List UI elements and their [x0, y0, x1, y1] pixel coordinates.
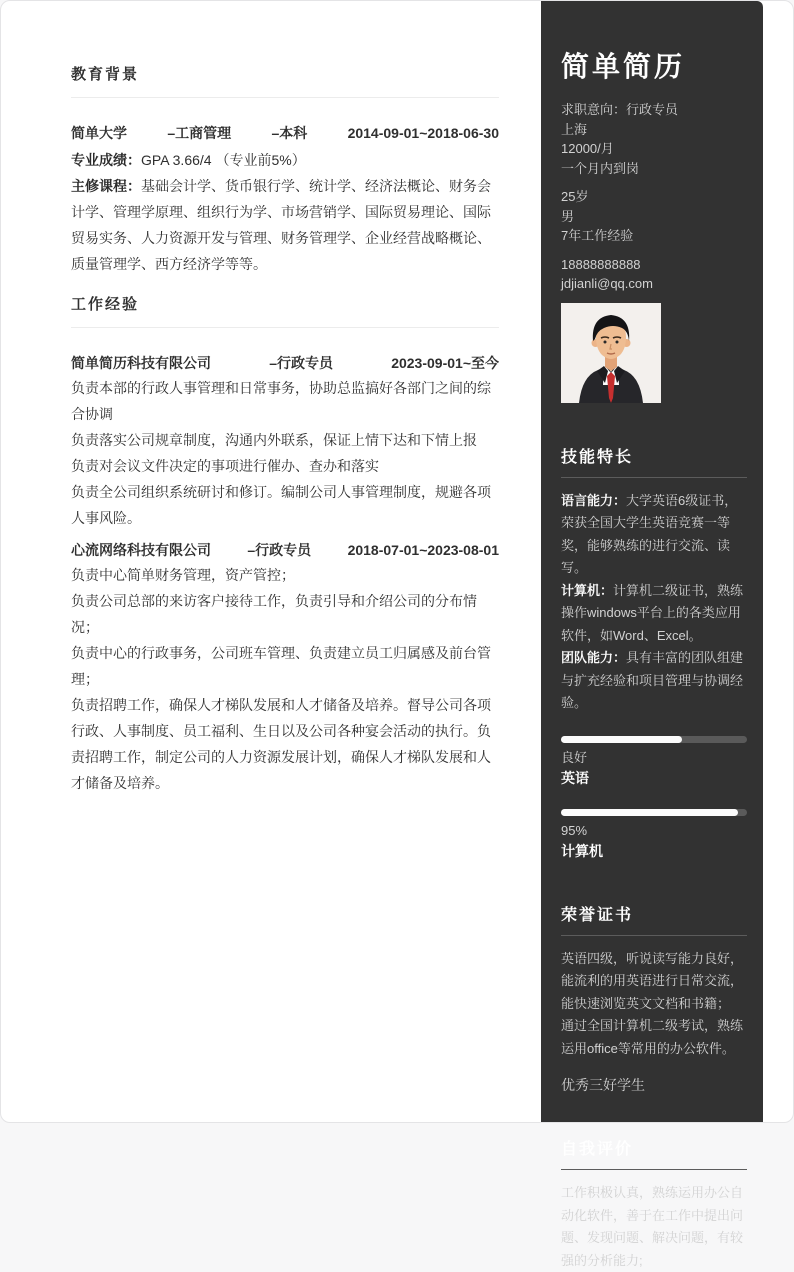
- skills-heading: 技能特长: [561, 448, 634, 466]
- skill-text: 具有丰富的团队组建与扩充经验和项目管理与协调经验。: [561, 650, 744, 710]
- honor-extra: 优秀三好学生: [561, 1077, 645, 1093]
- job-entry: [71, 353, 499, 531]
- education-period: 2014-09-01~2018-06-30: [347, 125, 499, 141]
- honors-section: [561, 902, 747, 1096]
- job-title-row: [71, 353, 499, 373]
- sidebar: [541, 1, 763, 1268]
- courses-line: [71, 173, 499, 277]
- experience-line: 7年工作经验: [561, 228, 634, 243]
- skill-label: 语言能力：: [561, 492, 627, 508]
- degree-name: –本科: [271, 125, 308, 141]
- skill-text: 计算机二级证书，熟练操作windows平台上的各类应用软件，如Word、Excel。: [561, 582, 744, 643]
- gpa-value: GPA 3.66/4 （专业前5%）: [141, 152, 306, 168]
- job-period: 2023-09-01~至今: [391, 355, 499, 371]
- job-intent-value: 行政专员: [626, 102, 679, 117]
- self-evaluation-heading: 自我评价: [561, 1141, 634, 1158]
- company-name: 心流网络科技有限公司: [71, 542, 211, 558]
- contact-group: [561, 255, 747, 294]
- skill-level: 良好: [561, 749, 588, 765]
- sidebar-divider: [561, 477, 747, 478]
- courses-label: 主修课程：: [71, 178, 141, 194]
- education-section: [71, 63, 499, 277]
- skill-text: 大学英语6级证书，荣获全国大学生英语竞赛一等奖，能够熟练的进行交流、读写。: [561, 492, 738, 575]
- job-duty: 负责中心简单财务管理，资产管控；: [71, 567, 295, 583]
- skill-label: 计算机：: [561, 582, 614, 598]
- self-evaluation-section: [561, 1136, 747, 1272]
- work-heading: 工作经验: [71, 296, 140, 313]
- gender-line: 男: [561, 208, 575, 224]
- profile-photo: [561, 303, 661, 403]
- skill-label: 团队能力：: [561, 650, 627, 665]
- skill-item: [561, 647, 747, 715]
- phone-line: 18888888888: [561, 256, 641, 272]
- section-divider: [71, 327, 499, 328]
- job-intent-group: [561, 100, 747, 178]
- main-column: [1, 1, 541, 1122]
- email-line: jdjianli@qq.com: [561, 276, 653, 291]
- section-divider: [71, 97, 499, 98]
- job-intent-label: 求职意向：: [561, 102, 627, 117]
- school-name: 简单大学: [71, 125, 127, 141]
- skill-bar-computer: [561, 809, 747, 861]
- job-duty: 负责本部的行政人事管理和日常事务，协助总监搞好各部门之间的综合协调: [71, 380, 491, 422]
- skill-name: 计算机: [561, 842, 603, 859]
- job-duty: 负责公司总部的来访客户接待工作，负责引导和介绍公司的分布情况；: [71, 593, 477, 635]
- progress-track: [561, 809, 747, 816]
- job-role: –行政专员: [247, 542, 312, 558]
- sidebar-divider: [561, 1169, 747, 1170]
- education-title-row: [71, 123, 499, 143]
- skill-item: [561, 580, 747, 648]
- education-heading: 教育背景: [71, 66, 140, 83]
- skill-item: [561, 490, 747, 580]
- resume-title: 简单简历: [561, 51, 686, 82]
- courses-value: 基础会计学、货币银行学、统计学、经济法概论、财务会计学、管理学原理、组织行为学、市场营销学、国际贸易理论、国际贸易实务、人力资源开发与管理、财务管理学、企业经营战略概论、质量管理学、西方经济学等等。: [71, 178, 491, 272]
- progress-track: [561, 736, 747, 743]
- job-role: –行政专员: [269, 355, 333, 371]
- city-line: 上海: [561, 121, 588, 137]
- job-duty: 负责中心的行政事务，公司班车管理、负责建立员工归属感及前台管理；: [71, 645, 491, 687]
- skill-bar-english: [561, 736, 747, 788]
- self-evaluation-text: 工作积极认真，熟练运用办公自动化软件，善于在工作中提出问题、发现问题、解决问题，有较强的分析能力;: [561, 1185, 744, 1268]
- honor-line: 通过全国计算机二级考试，熟练运用office等常用的办公软件。: [561, 1018, 744, 1056]
- job-duty: 负责落实公司规章制度，沟通内外联系，保证上情下达和下情上报: [71, 432, 477, 448]
- company-name: 简单简历科技有限公司: [71, 355, 211, 371]
- skill-level: 95%: [561, 822, 588, 838]
- job-duty: 负责全公司组织系统研讨和修订。编制公司人事管理制度，规避各项人事风险。: [71, 484, 491, 526]
- job-entry: [71, 540, 499, 796]
- age-line: 25岁: [561, 189, 589, 204]
- gpa-label: 专业成绩：: [71, 152, 141, 168]
- skill-name: 英语: [561, 769, 589, 786]
- availability-line: 一个月内到岗: [561, 160, 640, 176]
- job-duty: 负责对会议文件决定的事项进行催办、查办和落实: [71, 458, 379, 474]
- job-title-row: [71, 540, 499, 560]
- sidebar-divider: [561, 935, 747, 936]
- major-name: –工商管理: [167, 125, 232, 141]
- work-section: [71, 293, 499, 796]
- skills-section: [561, 444, 747, 861]
- progress-fill: [561, 736, 682, 743]
- avatar-illustration: [561, 303, 661, 403]
- job-duty: 负责招聘工作，确保人才梯队发展和人才储备及培养。督导公司各项行政、人事制度、员工福利、生日以及公司各种宴会活动的执行。负责招聘工作，制定公司的人力资源发展计划，确保人才梯队发展和人才储备及培养。: [71, 697, 491, 791]
- education-entry: [71, 123, 499, 277]
- job-period: 2018-07-01~2023-08-01: [347, 542, 499, 558]
- job-intent-line: [561, 100, 747, 120]
- basic-info-group: [561, 187, 747, 246]
- honor-line: 英语四级，听说读写能力良好，能流利的用英语进行日常交流，能快速浏览英文文档和书籍；: [561, 950, 744, 1011]
- gpa-line: [71, 147, 499, 173]
- salary-line: 12000/月: [561, 141, 614, 156]
- honors-heading: 荣誉证书: [561, 906, 634, 924]
- progress-fill: [561, 809, 738, 816]
